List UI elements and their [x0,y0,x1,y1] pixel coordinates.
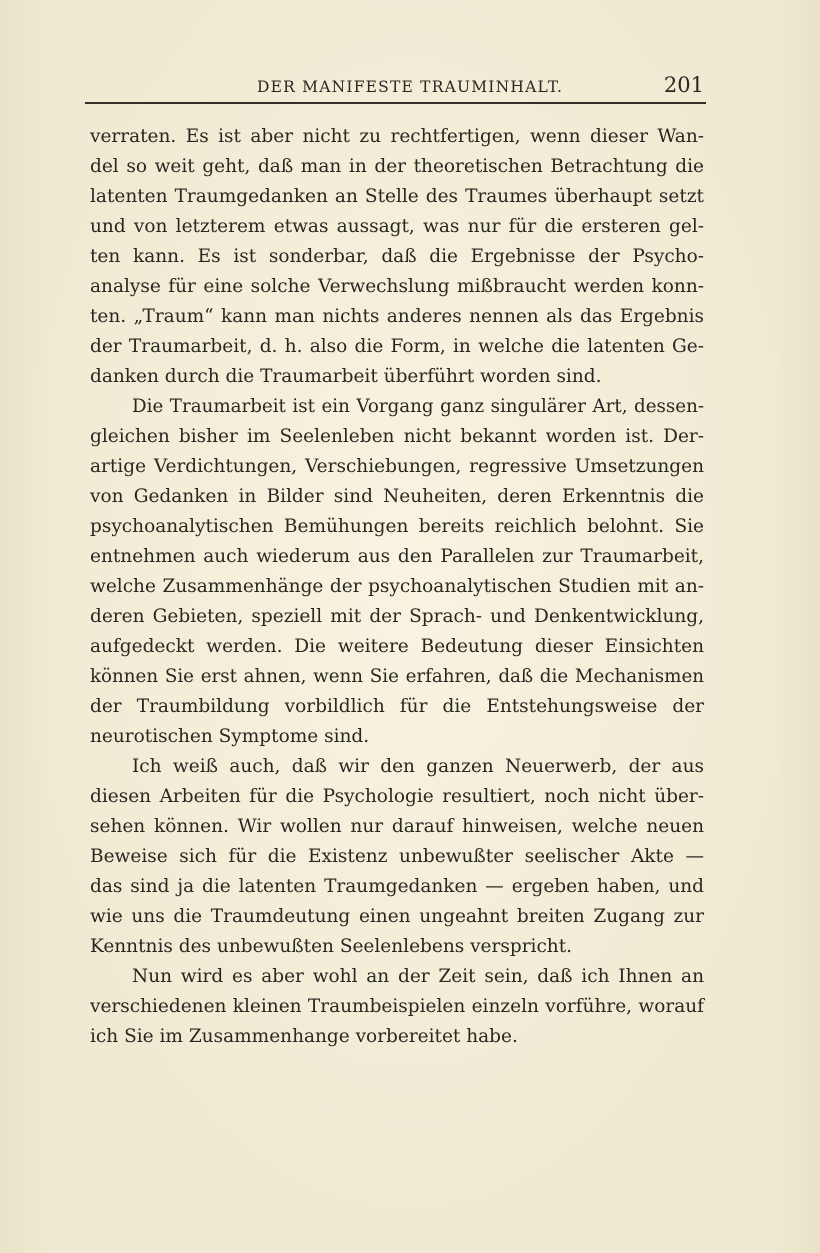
text-line: von Gedanken in Bilder sind Neuheiten, deren Erkenntnis die [90,486,704,507]
text-line: Beweise sich für die Existenz unbewußter seelischer Akte — [90,846,704,867]
text-line: analyse für eine solche Verwechslung mißbraucht werden konn- [90,276,704,297]
text-line: der Traumbildung vorbildlich für die Entstehungsweise der [90,696,704,717]
text-line: welche Zusammenhänge der psychoanalytischen Studien mit an- [90,576,704,597]
text-line: Die Traumarbeit ist ein Vorgang ganz singulärer Art, dessen- [132,396,704,417]
text-line: aufgedeckt werden. Die weitere Bedeutung dieser Einsichten [90,636,704,657]
header-rule [85,102,706,104]
text-line: diesen Arbeiten für die Psychologie resultiert, noch nicht über- [90,786,704,807]
text-line: latenten Traumgedanken an Stelle des Traumes überhaupt setzt [90,186,704,207]
text-line: verraten. Es ist aber nicht zu rechtfertigen, wenn dieser Wan- [90,126,704,147]
text-line: ten kann. Es ist sonderbar, daß die Ergebnisse der Psycho- [90,246,704,267]
body-text [90,122,704,1052]
text-line: ich Sie im Zusammenhange vorbereitet habe. [90,1026,518,1047]
text-line: danken durch die Traumarbeit überführt worden sind. [90,366,602,387]
text-line: gleichen bisher im Seelenleben nicht bekannt worden ist. Der- [90,426,704,447]
text-line: Kenntnis des unbewußten Seelenlebens verspricht. [90,936,573,957]
text-line: entnehmen auch wiederum aus den Parallelen zur Traumarbeit, [90,546,704,567]
text-line: sehen können. Wir wollen nur darauf hinweisen, welche neuen [90,816,704,837]
text-line: wie uns die Traumdeutung einen ungeahnt breiten Zugang zur [90,906,704,927]
text-line: können Sie erst ahnen, wenn Sie erfahren, daß die Mechanismen [90,666,704,687]
text-line: deren Gebieten, speziell mit der Sprach- und Denkentwicklung, [90,606,704,627]
running-head [85,68,706,102]
text-line: und von letzterem etwas aussagt, was nur für die ersteren gel- [90,216,704,237]
text-line: neurotischen Symptome sind. [90,726,370,747]
text-line: verschiedenen kleinen Traumbeispielen einzeln vorführe, worauf [90,996,704,1017]
running-title: DER MANIFESTE TRAUMINHALT. [257,78,564,96]
text-line: das sind ja die latenten Traumgedanken — ergeben haben, und [90,876,704,897]
text-line: artige Verdichtungen, Verschiebungen, regressive Umsetzungen [90,456,704,477]
text-line: Ich weiß auch, daß wir den ganzen Neuerwerb, der aus [132,756,704,777]
text-line: ten. „Traum“ kann man nichts anderes nennen als das Ergebnis [90,306,704,327]
page-number: 201 [663,73,704,97]
text-line: Nun wird es aber wohl an der Zeit sein, daß ich Ihnen an [132,966,704,987]
text-line: del so weit geht, daß man in der theoretischen Betrachtung die [90,156,704,177]
text-line: psychoanalytischen Bemühungen bereits reichlich belohnt. Sie [90,516,704,537]
text-line: der Traumarbeit, d. h. also die Form, in welche die latenten Ge- [90,336,704,357]
